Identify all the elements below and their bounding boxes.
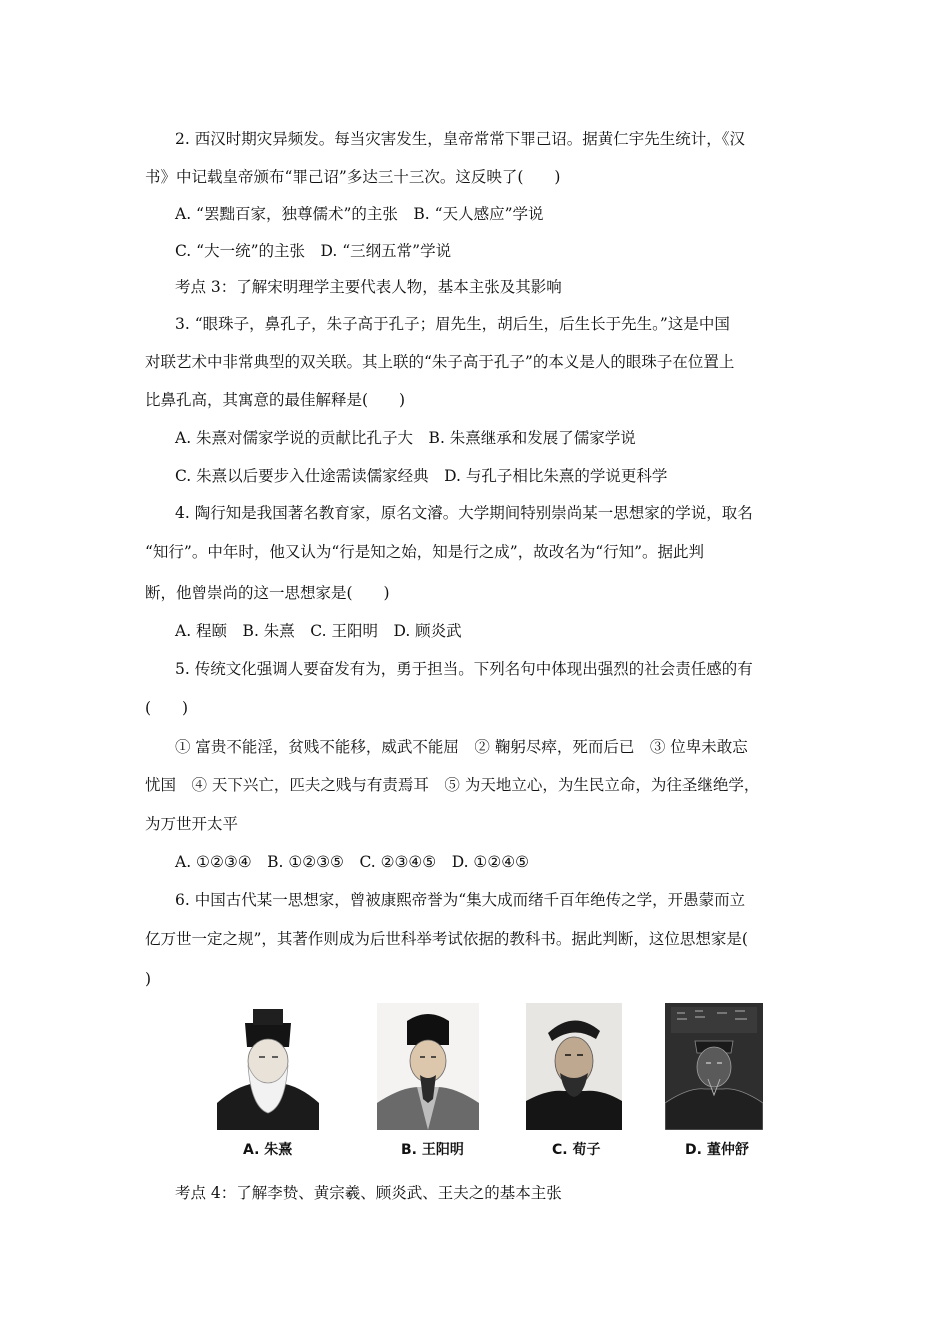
q2-options-cd: C. “大一统”的主张 D. “三纲五常”学说 — [175, 242, 452, 260]
q3-line-1: 3. “眼珠子，鼻孔子，朱子高于孔子；眉先生，胡后生，后生长于先生。”这是中国 — [175, 315, 730, 333]
q2-line-2: 书》中记载皇帝颁布“罪己诏”多达三十三次。这反映了( ) — [145, 168, 561, 186]
q5-line-5: 为万世开太平 — [145, 815, 239, 833]
kaodian-4-heading: 考点 4：了解李贽、黄宗羲、顾炎武、王夫之的基本主张 — [175, 1184, 562, 1202]
q2-options-ab: A. “罢黜百家，独尊儒术”的主张 B. “天人感应”学说 — [175, 205, 544, 223]
portrait-wang-yangming-icon — [377, 1003, 479, 1130]
q2-line-1: 2. 西汉时期灾异频发。每当灾害发生，皇帝常常下罪己诏。据黄仁宇先生统计，《汉 — [175, 130, 745, 148]
q4-line-3: 断，他曾崇尚的这一思想家是( ) — [145, 584, 390, 602]
caption-b: B. 王阳明 — [401, 1142, 464, 1158]
kaodian-3-heading: 考点 3：了解宋明理学主要代表人物，基本主张及其影响 — [175, 278, 562, 296]
q5-options: A. ①②③④ B. ①②③⑤ C. ②③④⑤ D. ①②④⑤ — [175, 853, 530, 871]
caption-c: C. 荀子 — [552, 1142, 601, 1158]
caption-a: A. 朱熹 — [243, 1142, 293, 1158]
portrait-dong-zhongshu-icon — [665, 1003, 763, 1130]
q4-options: A. 程颐 B. 朱熹 C. 王阳明 D. 顾炎武 — [175, 622, 462, 640]
caption-d: D. 董仲舒 — [685, 1142, 749, 1158]
portrait-zhu-xi-icon — [217, 1003, 319, 1130]
q5-line-2: ( ) — [145, 699, 189, 717]
q3-options-ab: A. 朱熹对儒家学说的贡献比孔子大 B. 朱熹继承和发展了儒家学说 — [175, 429, 636, 447]
q6-line-2: 亿万世一定之规”，其著作则成为后世科举考试依据的教科书。据此判断，这位思想家是( — [145, 930, 748, 948]
q4-line-2: “知行”。中年时，他又认为“行是知之始，知是行之成”，故改名为“行知”。据此判 — [145, 543, 705, 561]
q6-line-1: 6. 中国古代某一思想家，曾被康熙帝誉为“集大成而绪千百年绝传之学，开愚蒙而立 — [175, 891, 746, 909]
q4-line-1: 4. 陶行知是我国著名教育家，原名文濬。大学期间特别崇尚某一思想家的学说，取名 — [175, 504, 753, 522]
portrait-xunzi-icon — [526, 1003, 622, 1130]
q5-line-4: 忧国 ④ 天下兴亡，匹夫之贱与有责焉耳 ⑤ 为天地立心，为生民立命，为往圣继绝学， — [145, 776, 760, 794]
q3-options-cd: C. 朱熹以后要步入仕途需读儒家经典 D. 与孔子相比朱熹的学说更科学 — [175, 467, 668, 485]
q5-line-1: 5. 传统文化强调人要奋发有为，勇于担当。下列名句中体现出强烈的社会责任感的有 — [175, 660, 753, 678]
q3-line-2: 对联艺术中非常典型的双关联。其上联的“朱子高于孔子”的本义是人的眼珠子在位置上 — [145, 353, 735, 371]
q3-line-3: 比鼻孔高，其寓意的最佳解释是( ) — [145, 391, 406, 409]
q6-line-3: ) — [145, 970, 152, 988]
q5-line-3: ① 富贵不能淫，贫贱不能移，威武不能屈 ② 鞠躬尽瘁，死而后已 ③ 位卑未敢忘 — [175, 738, 748, 756]
